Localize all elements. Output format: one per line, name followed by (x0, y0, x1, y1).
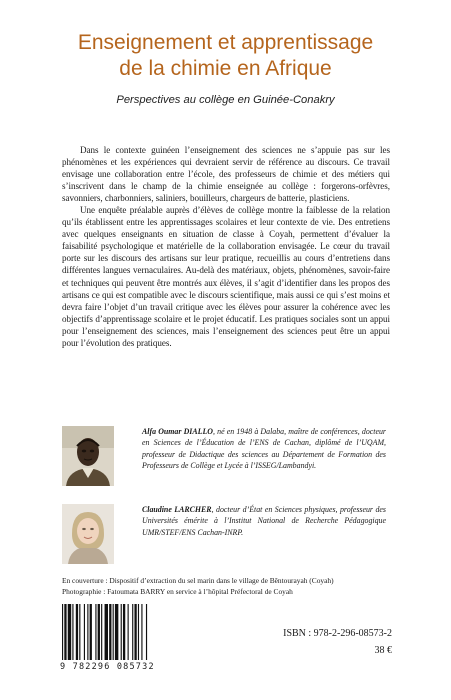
summary-paragraph-1: Dans le contexte guinéen l’enseignement des sciences ne s’appuie pas sur les phénomènes et les expériences qui devraient servir de référence au discours. Ce travail envisage une collaboration entre l’école, des professeurs de chimie et des métiers qui s’inscrivent dans le champ de la chimie enseignée au collège : forgerons-orfèvres, savonniers, charbonniers, saliniers, bouilleurs, chargeurs de batterie, plasticiens. (62, 145, 390, 204)
book-title-line-2: de la chimie en Afrique (119, 57, 332, 80)
author-name-larcher: Claudine LARCHER (142, 505, 212, 514)
barcode-icon (60, 604, 186, 670)
price: 38 € (374, 645, 392, 656)
author-bio-diallo (142, 426, 386, 472)
book-subtitle: Perspectives au collège en Guinée-Conakry (116, 94, 335, 106)
author-photo-diallo (62, 426, 114, 486)
author-bio-larcher (142, 504, 386, 538)
back-cover-summary (62, 144, 390, 349)
author-name-diallo: Alfa Oumar DIALLO (142, 427, 213, 436)
cover-credits (62, 576, 392, 597)
summary-paragraph-2: Une enquête préalable auprès d’élèves de collège montre la faiblesse de la relation qu’ils établissent entre les apprentissages scolaires et leur contexte de vie. Des entretiens avec quelques enseignants en situation de classe à Coyah, permettent d’évaluer la faisabilité psychologique et matérielle de la collaboration envisagée. Le cœur du travail porte sur les discours des artisans sur leur pratique, recueillis au cours d’entretiens dans différentes langues vernaculaires. Au-delà des matériaux, objets, phénomènes, savoir-faire et techniques qui peuvent être montrés aux élèves, il s’agit d’identifier dans les propos des artisans ce qui est compatible avec le discours scientifique, mais aussi ce qui s’est moins et devra faire l’objet d’un travail critique avec les élèves pour assurer la cohérence avec les objectifs d’apprentissage scolaire et le projet éducatif. Les pratiques sociales sont un appui pour l’enseignement des sciences, mais l’enseignement des sciences peut être un appui pour l’évolution des pratiques. (62, 205, 390, 348)
author-photo-larcher (62, 504, 114, 564)
book-title-line-1: Enseignement et apprentissage (77, 31, 374, 54)
barcode-digits: 9 782296 085732 (60, 662, 155, 672)
author-bio-text-larcher: , docteur d’État en Sciences physiques, professeur des Universités émérite à l’Institut National de Recherche Pédagogique UMR/STEF/ENS Cachan-INRP. (142, 505, 386, 537)
isbn-number: ISBN : 978-2-296-08573-2 (283, 628, 392, 639)
author-bio-text-diallo: , né en 1948 à Dalaba, maître de conférences, docteur en Sciences de l’Éducation de l’ENS de Cachan, diplômé de l’UQAM, professeur de Didactique des sciences au Département de Formation des Professeurs de Collège et Lycée à l’ISSEG/Lambandyi. (142, 427, 386, 471)
book-title (0, 30, 451, 82)
cover-credit-line-1: En couverture : Dispositif d’extraction du sel marin dans le village de Bêntourayah (Coyah) (62, 576, 334, 585)
cover-credit-line-2: Photographie : Fatoumata BARRY en service à l’hôpital Préfectoral de Coyah (62, 586, 293, 596)
